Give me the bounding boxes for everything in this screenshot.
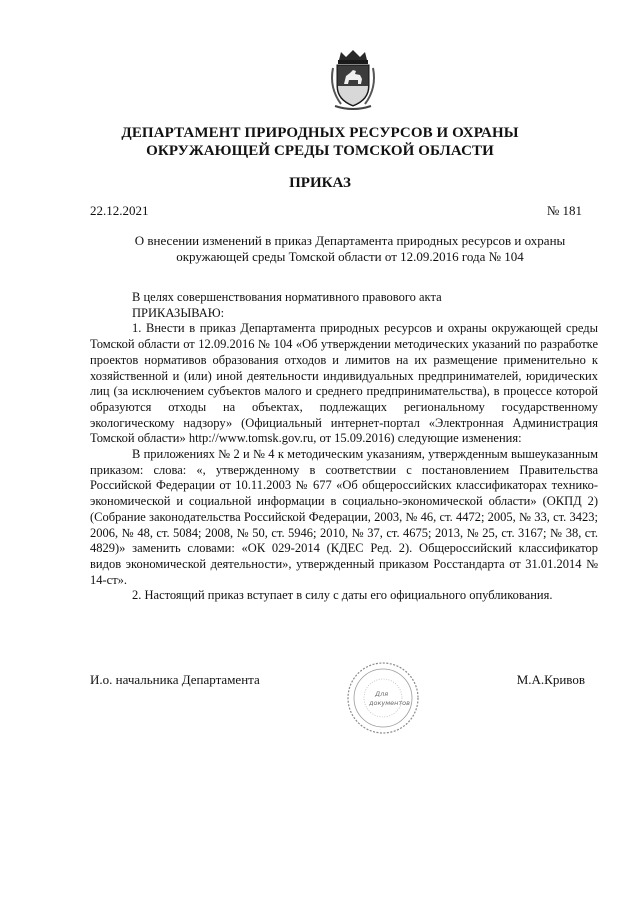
- coat-of-arms-icon: [327, 48, 379, 110]
- order-body: [90, 290, 598, 604]
- signatory-position: И.о. начальника Департамента: [90, 672, 260, 687]
- subject-line-2: окружающей среды Томской области от 12.09.2016 года № 104: [176, 249, 524, 264]
- item-2-text: 2. Настоящий приказ вступает в силу с даты его официального опубликования.: [132, 588, 553, 603]
- order-word: ПРИКАЗЫВАЮ:: [132, 305, 225, 320]
- preamble-text: В целях совершенствования нормативного правового акта: [132, 290, 442, 304]
- document-type: ПРИКАЗ: [289, 175, 351, 191]
- item-1-text: 1. Внести в приказ Департамента природных ресурсов и охраны окружающей среды Томской области от 12.09.2016 № 104 «Об утверждении методических указаний по разработке проектов нормативов образования отходов и лимитов на их размещение применительно к хозяйственной и (или) иной деятельности индивидуальных предпринимателей, юридических лиц (за исключением субъектов малого и среднего предпринимательства), в процессе которой образуются отходы на объектах, подлежащих региональному государственному экологическому надзору» (Официальный интернет-портал «Электронная Администрация Томской области» http://www.tomsk.gov.ru, от 15.09.2016) следующие изменения:: [90, 321, 598, 446]
- stamp-line-1: Для: [375, 690, 389, 698]
- subject-line-1: О внесении изменений в приказ Департамента природных ресурсов и охраны: [134, 233, 566, 248]
- order-subject: [100, 233, 600, 265]
- signatory-name: М.А.Кривов: [516, 672, 585, 687]
- item-1-detail-text: В приложениях № 2 и № 4 к методическим указаниям, утвержденным вышеуказанным приказом: слова: «, утвержденному в соответствии с постановлением Правительства Российской Федерации от 10.11.2003 № 677 «Об общероссийских классификаторах технико-экономической и социальной информации в социально-экономической области» (ОКПД 2) (Собрание законодательства Российской Федерации, 2003, № 46, ст. 4472; 2005, № 33, ст. 3423; 2006, № 48, ст. 5084; 2008, № 50, ст. 5946; 2010, № 37, ст. 4675; 2013, № 25, ст. 3167; № 38, ст. 4829)» заменить словами: «ОК 029-2014 (КДЕС Ред. 2). Общероссийский классификатор видов экономической деятельности», утвержденный приказом Росстандарта от 31.01.2014 № 14-ст».: [90, 447, 598, 587]
- order-date: 22.12.2021: [90, 203, 149, 218]
- order-number: № 181: [546, 203, 582, 218]
- department-title: [40, 124, 600, 160]
- department-line-1: ДЕПАРТАМЕНТ ПРИРОДНЫХ РЕСУРСОВ И ОХРАНЫ: [121, 125, 519, 141]
- stamp-line-2: документов: [369, 699, 410, 707]
- seal-stamp-icon: [345, 660, 421, 736]
- department-line-2: ОКРУЖАЮЩЕЙ СРЕДЫ ТОМСКОЙ ОБЛАСТИ: [146, 143, 494, 159]
